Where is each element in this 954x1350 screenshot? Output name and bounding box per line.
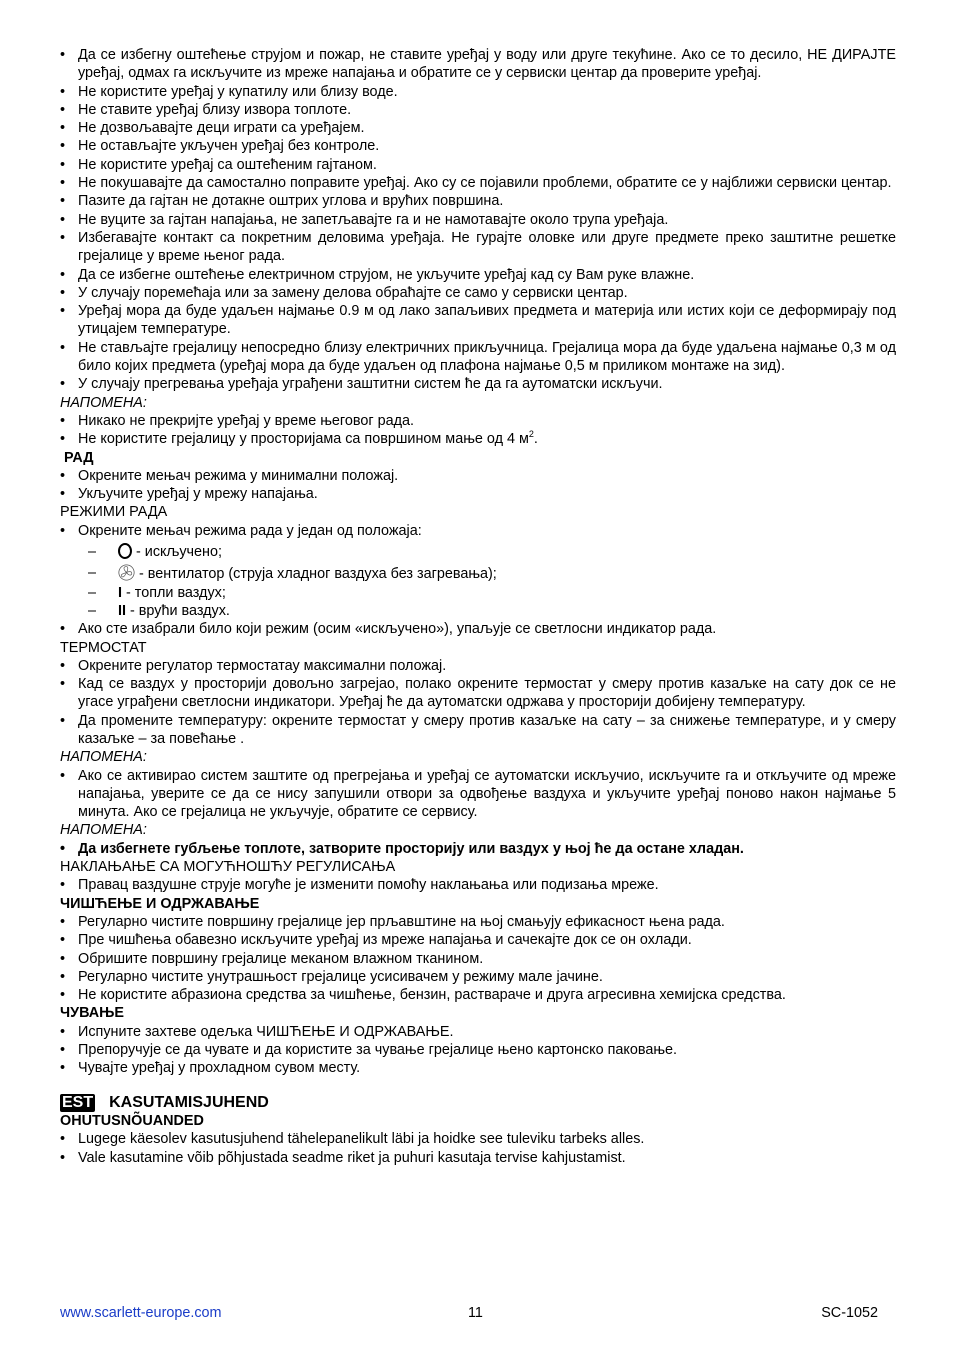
list-item: • Регуларно чистите унутрашњост грејалице усисивачем у режиму мале јачине.	[60, 968, 896, 986]
note-label: НАПОМЕНА:	[60, 394, 147, 411]
list-item: • Lugege käesolev kasutusjuhend tähelepanelikult läbi ja hoidke see tuleviku tarbeks alles.	[60, 1130, 896, 1148]
note-label: НАПОМЕНА:	[60, 822, 147, 839]
list-item: • Не користите абразиона средства за чишћење, бензин, раствараче и друга агресивна хемијска средства.	[60, 986, 896, 1004]
list-item-text: Не користите грејалицу у просторијама са површином мање од 4 м	[78, 431, 529, 448]
list-item: • Не стављајте грејалицу непосредно близу електричних прикључница. Грејалица мора да буде удаљена најмање 0,3 м од било којих предмета (уређај мора да буде удаљен од плафона најмање 0,5 м приликом монтаже на зид).	[60, 339, 896, 376]
list-item: • Избегавајте контакт са покретним деловима уређаја. Не гурајте оловке или друге предмете преко заштитне решетке грејалице у време њеног рада.	[60, 229, 896, 266]
list-item-end: .	[533, 431, 538, 448]
modes-list	[60, 522, 896, 540]
mode-hot-text: - врући ваздух.	[130, 602, 230, 619]
website-link[interactable]: www.scarlett-europe.com	[60, 1305, 222, 1321]
safety-list	[60, 46, 896, 394]
list-item: • Уређај мора да буде удаљен најмање 0.9 м од лако запаљивих предмета и материја или истих који се деформирају под утицајем температуре.	[60, 302, 896, 339]
list-item	[60, 430, 896, 448]
note-list	[60, 840, 896, 858]
thermostat-heading: ТЕРМОСТАТ	[60, 639, 147, 656]
dash: –	[88, 544, 97, 561]
list-item: • Препоручује се да чувате и да користите за чување грејалице њено картонско паковање.	[60, 1041, 896, 1059]
list-item: • Vale kasutamine võib põhjustada seadme riket ja puhuri kasutaja tervise kahjustamist.	[60, 1149, 896, 1167]
storage-list	[60, 1023, 896, 1078]
list-item: • Окрените мењач режима рада у један од положаја:	[60, 522, 896, 540]
list-item: • Не користите уређај са оштећеним гајтаном.	[60, 156, 896, 174]
mode-fan	[60, 564, 896, 583]
list-item: • Ако сте изабрали било који режим (осим «искључено»), упаљује се светлосни индикатор рада.	[60, 620, 896, 638]
thermostat-list	[60, 657, 896, 748]
dash: –	[88, 602, 97, 619]
mode-warm	[60, 584, 896, 602]
list-item: • Никако не прекријте уређај у време његовог рада.	[60, 412, 896, 430]
est-list	[60, 1130, 896, 1167]
dash: –	[88, 584, 97, 601]
manual-page	[60, 46, 896, 1167]
tilt-heading: НАКЛАЊАЊЕ СА МОГУЋНОШЋУ РЕГУЛИСАЊА	[60, 859, 396, 876]
list-item: • Правац ваздушне струје могуће је изменити помоћу наклањања или подизања мреже.	[60, 876, 896, 894]
operation-heading: РАД	[64, 449, 94, 466]
list-item: • Испуните захтеве одељка ЧИШЋЕЊЕ И ОДРЖАВАЊЕ.	[60, 1023, 896, 1041]
list-item: • Не остављајте укључен уређај без контроле.	[60, 137, 896, 155]
list-item: • У случају поремећаја или за замену делова обраћајте се само у сервиски центар.	[60, 284, 896, 302]
list-item: • Не вуците за гајтан напајања, не запетљавајте га и не намотавајте около трупа уређаја.	[60, 211, 896, 229]
list-item: • Да се избегну оштећење струјом и пожар, не ставите уређај у воду или друге текућине. Ако се то десило, НЕ ДИРАЈТЕ уређај, одмах га искључите из мреже напајања и обратите се у сервиски центар да проверите уређај.	[60, 46, 896, 83]
list-item: • Окрените регулатор термостатау максимални положај.	[60, 657, 896, 675]
list-item: • У случају прегревања уређаја уграђени заштитни систем ће да га аутоматски искључи.	[60, 375, 896, 393]
mode-hot-mark: II	[118, 602, 126, 619]
list-item: • Не покушавајте да самостално поправите уређај. Ако су се појавили проблеми, обратите се у најближи сервиски центар.	[60, 174, 896, 192]
est-subheading: OHUTUSNÕUANDED	[60, 1112, 204, 1129]
list-item: • Ако се активирао систем заштите од прегрејања и уређај се аутоматски искључио, искључите га и откључите од мреже напајања, уверите се да се нису запушили отвори за одвођење ваздуха и укључите уређај поново након најмање 5 минута. Ако се грејалица не укључује, обратите се сервису.	[60, 767, 896, 822]
list-item: • Не дозвољавајте деци играти са уређајем.	[60, 119, 896, 137]
note-list	[60, 412, 896, 449]
mode-warm-mark: I	[118, 584, 122, 601]
language-badge: EST	[62, 1093, 94, 1111]
note-label: НАПОМЕНА:	[60, 749, 147, 766]
model-number: SC-1052	[821, 1305, 878, 1321]
list-item: • Укључите уређај у мрежу напајања.	[60, 485, 896, 503]
list-item: • Чувајте уређај у прохладном сувом месту.	[60, 1059, 896, 1077]
list-item: • Да избегнете губљење топлоте, затворите просторију или ваздух у њој ће да остане хладан.	[60, 840, 896, 858]
superscript: 2	[528, 429, 534, 440]
list-item: • Да се избегне оштећење електричном струјом, не укључите уређај кад су Вам руке влажне.	[60, 266, 896, 284]
list-item: • Окрените мењач режима у минимални положај.	[60, 467, 896, 485]
list-item: • Пазите да гајтан не дотакне оштрих углова и врућих површина.	[60, 192, 896, 210]
mode-fan-text: - вентилатор (струја хладног ваздуха без загревања);	[139, 566, 497, 583]
est-section-title	[60, 1094, 896, 1112]
list-item: • Кад се ваздух у просторији довољно загрејао, полако окрените термостат у смеру против казаљке на сату док се не угасе уграђени светлосни индикатори. Уређај ће да аутоматски одржава у просторији добијену температуру.	[60, 675, 896, 712]
dash: –	[88, 565, 97, 582]
mode-hot	[60, 602, 896, 620]
cleaning-heading: ЧИШЋЕЊЕ И ОДРЖАВАЊЕ	[60, 895, 260, 912]
modes-heading: РЕЖИМИ РАДА	[60, 504, 168, 521]
cleaning-list	[60, 913, 896, 1004]
list-item: • Не ставите уређај близу извора топлоте.	[60, 101, 896, 119]
circle-off-icon	[118, 543, 132, 559]
mode-off	[60, 543, 896, 561]
fan-icon	[118, 564, 135, 581]
modes-after-list	[60, 620, 896, 638]
est-title: KASUTAMISJUHEND	[109, 1093, 269, 1111]
list-item: • Да промените температуру: окрените термостат у смеру против казаљке на сату – за снижење температуре, и у смеру казаљке – за повећање .	[60, 712, 896, 749]
list-item: • Не користите уређај у купатилу или близу воде.	[60, 83, 896, 101]
note-list	[60, 767, 896, 822]
operation-list	[60, 467, 896, 504]
tilt-list	[60, 876, 896, 894]
storage-heading: ЧУВАЊЕ	[60, 1005, 125, 1022]
list-item: • Обришите површину грејалице меканом влажном тканином.	[60, 950, 896, 968]
mode-warm-text: - топли ваздух;	[126, 584, 226, 601]
page-number: 11	[468, 1305, 483, 1321]
list-item: • Пре чишћења обавезно искључите уређај из мреже напајања и сачекајте док се он охлади.	[60, 931, 896, 949]
list-item: • Регуларно чистите површину грејалице јер прљавштине на њој смањују ефикасност њена рада.	[60, 913, 896, 931]
mode-off-text: - искључено;	[136, 544, 223, 561]
